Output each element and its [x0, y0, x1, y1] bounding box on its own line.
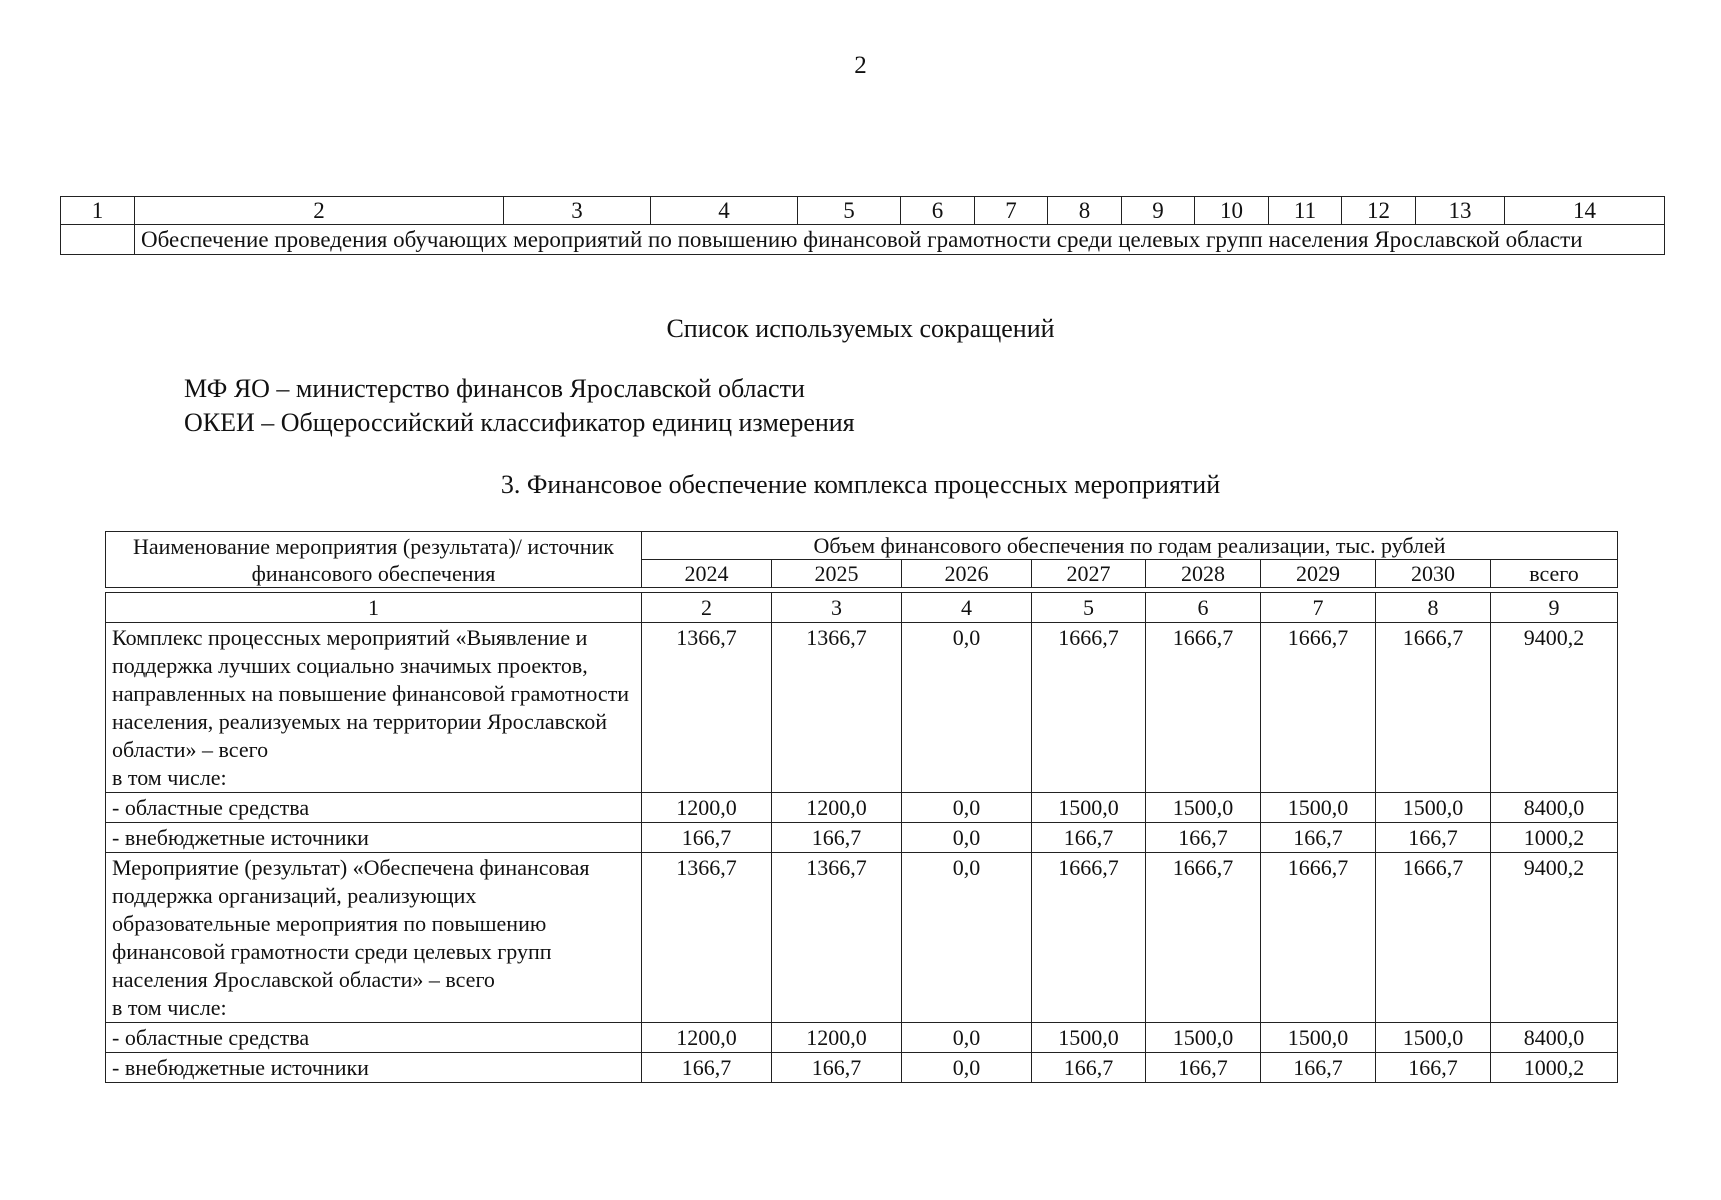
value-cell: 166,7: [642, 823, 772, 853]
value-cell: 166,7: [772, 823, 902, 853]
page-number: 2: [854, 52, 867, 79]
abbreviation-item: МФ ЯО – министерство финансов Ярославской области: [184, 374, 805, 403]
value-cell: 1500,0: [1146, 793, 1261, 823]
table-row: [106, 1023, 1618, 1053]
empty-cell: [61, 225, 135, 255]
value-cell: 1500,0: [1376, 793, 1491, 823]
value-cell: 166,7: [1261, 823, 1376, 853]
value-cell: 0,0: [902, 823, 1032, 853]
table-row: [61, 225, 1665, 255]
column-number: 2: [642, 593, 772, 623]
row-name: - областные средства: [106, 793, 642, 823]
column-number: 9: [1122, 197, 1195, 225]
name-column-header: Наименование мероприятия (результата)/ источник финансового обеспечения: [106, 532, 642, 588]
value-cell: 1366,7: [642, 853, 772, 1023]
year-header: 2028: [1146, 560, 1261, 588]
column-number: 8: [1048, 197, 1122, 225]
column-number: 1: [106, 593, 642, 623]
total-cell: 9400,2: [1491, 623, 1618, 793]
value-cell: 166,7: [1032, 1053, 1146, 1083]
value-cell: 1366,7: [772, 853, 902, 1023]
value-cell: 0,0: [902, 793, 1032, 823]
column-number: 12: [1342, 197, 1416, 225]
row-name: - внебюджетные источники: [106, 823, 642, 853]
value-cell: 1666,7: [1032, 623, 1146, 793]
abbreviations-title: Список используемых сокращений: [666, 314, 1055, 343]
value-cell: 1366,7: [772, 623, 902, 793]
section-title: 3. Финансовое обеспечение комплекса процессных мероприятий: [500, 470, 1221, 499]
value-cell: 166,7: [1032, 823, 1146, 853]
value-cell: 1500,0: [1261, 793, 1376, 823]
row-name: - областные средства: [106, 1023, 642, 1053]
value-cell: 1366,7: [642, 623, 772, 793]
year-header: 2025: [772, 560, 902, 588]
column-number: 1: [61, 197, 135, 225]
value-cell: 1666,7: [1146, 853, 1261, 1023]
year-header: 2026: [902, 560, 1032, 588]
column-number: 7: [975, 197, 1048, 225]
value-cell: 166,7: [1376, 823, 1491, 853]
column-number-row: [61, 197, 1665, 225]
row-name: Мероприятие (результат) «Обеспечена финансовая поддержка организаций, реализующих образовательные мероприятия по повышению финансовой грамотности среди целевых групп населения Ярославской области» – всего в том числе:: [106, 853, 642, 1023]
value-cell: 1666,7: [1261, 853, 1376, 1023]
year-header: 2024: [642, 560, 772, 588]
column-number: 3: [504, 197, 651, 225]
table-row: [106, 853, 1618, 1023]
total-cell: 1000,2: [1491, 1053, 1618, 1083]
total-header: всего: [1491, 560, 1618, 588]
row-name: - внебюджетные источники: [106, 1053, 642, 1083]
value-cell: 1500,0: [1032, 793, 1146, 823]
table-row: [106, 793, 1618, 823]
table-row: [106, 1053, 1618, 1083]
value-cell: 1200,0: [772, 1023, 902, 1053]
continuation-table: [60, 196, 1665, 255]
total-cell: 8400,0: [1491, 793, 1618, 823]
column-number: 5: [1032, 593, 1146, 623]
year-header: 2029: [1261, 560, 1376, 588]
column-number: 6: [1146, 593, 1261, 623]
column-number: 9: [1491, 593, 1618, 623]
value-cell: 1500,0: [1261, 1023, 1376, 1053]
value-cell: 1666,7: [1146, 623, 1261, 793]
value-cell: 1200,0: [642, 793, 772, 823]
column-number: 14: [1505, 197, 1665, 225]
column-number: 7: [1261, 593, 1376, 623]
column-number: 11: [1269, 197, 1342, 225]
column-number-row: [106, 593, 1618, 623]
row-name: Комплекс процессных мероприятий «Выявление и поддержка лучших социально значимых проектов, направленных на повышение финансовой грамотности населения, реализуемых на территории Ярославской области» – всего в том числе:: [106, 623, 642, 793]
value-cell: 1200,0: [642, 1023, 772, 1053]
value-cell: 166,7: [1146, 823, 1261, 853]
value-cell: 0,0: [902, 1023, 1032, 1053]
column-number: 13: [1416, 197, 1505, 225]
task-description: Обеспечение проведения обучающих мероприятий по повышению финансовой грамотности среди целевых групп населения Ярославской области: [135, 225, 1665, 255]
table-row: [106, 823, 1618, 853]
value-cell: 166,7: [642, 1053, 772, 1083]
total-cell: 9400,2: [1491, 853, 1618, 1023]
column-number: 2: [135, 197, 504, 225]
value-cell: 166,7: [772, 1053, 902, 1083]
table-row: [106, 623, 1618, 793]
value-cell: 1666,7: [1032, 853, 1146, 1023]
column-number: 4: [651, 197, 798, 225]
value-cell: 1500,0: [1146, 1023, 1261, 1053]
value-cell: 0,0: [902, 623, 1032, 793]
value-cell: 0,0: [902, 1053, 1032, 1083]
column-number: 10: [1195, 197, 1269, 225]
value-cell: 1500,0: [1376, 1023, 1491, 1053]
column-number: 6: [901, 197, 975, 225]
value-cell: 1666,7: [1376, 853, 1491, 1023]
column-number: 8: [1376, 593, 1491, 623]
value-cell: 166,7: [1376, 1053, 1491, 1083]
year-header: 2030: [1376, 560, 1491, 588]
value-cell: 1666,7: [1261, 623, 1376, 793]
column-number: 3: [772, 593, 902, 623]
value-cell: 166,7: [1146, 1053, 1261, 1083]
value-cell: 1200,0: [772, 793, 902, 823]
value-cell: 1666,7: [1376, 623, 1491, 793]
total-cell: 1000,2: [1491, 823, 1618, 853]
value-cell: 166,7: [1261, 1053, 1376, 1083]
year-header: 2027: [1032, 560, 1146, 588]
column-number: 4: [902, 593, 1032, 623]
column-number: 5: [798, 197, 901, 225]
total-cell: 8400,0: [1491, 1023, 1618, 1053]
finance-table-header: [105, 531, 1618, 588]
finance-table: [105, 592, 1618, 1083]
abbreviation-item: ОКЕИ – Общероссийский классификатор единиц измерения: [184, 408, 855, 437]
funding-group-header: Объем финансового обеспечения по годам реализации, тыс. рублей: [642, 532, 1618, 560]
value-cell: 0,0: [902, 853, 1032, 1023]
value-cell: 1500,0: [1032, 1023, 1146, 1053]
